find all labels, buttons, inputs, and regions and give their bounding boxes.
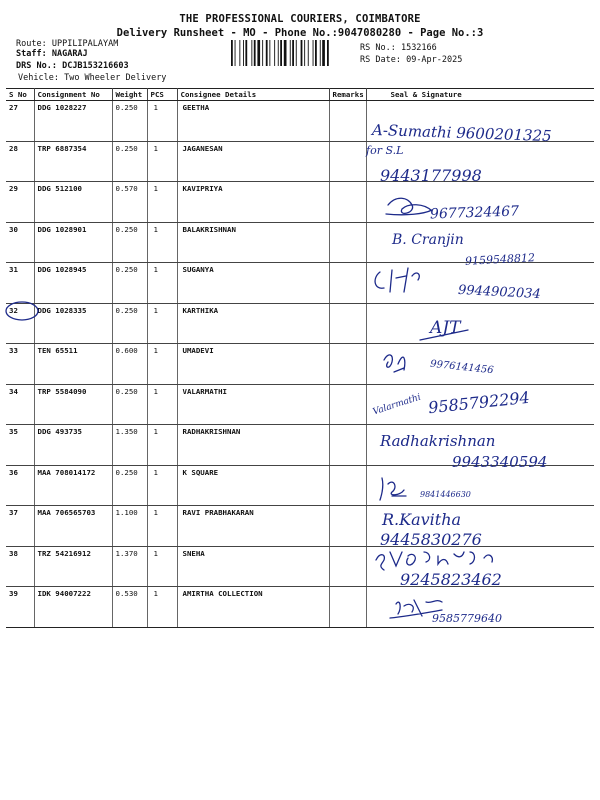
col-pcs: PCS: [147, 89, 177, 101]
row-consignee: KARTHIKA: [177, 303, 329, 344]
col-consignee: Consignee Details: [177, 89, 329, 101]
rs-no-label: RS No.:: [360, 43, 396, 53]
signature-28-note: for S.L: [366, 144, 404, 157]
col-signature: Seal & Signature: [366, 89, 594, 101]
row-consignee: UMADEVI: [177, 344, 329, 385]
barcode-bar: [304, 40, 305, 66]
row-sno: 39: [6, 587, 34, 628]
staff-label: Staff:: [16, 49, 47, 59]
signature-35: Radhakrishnan: [380, 432, 496, 450]
row-pcs: 1: [147, 344, 177, 385]
table-row: [6, 587, 594, 628]
row-consignment-no: DDG 1028227: [34, 101, 112, 142]
row-consignment-no: DDG 1028945: [34, 263, 112, 304]
row-remarks: [329, 384, 366, 425]
table-row: [6, 546, 594, 587]
row-remarks: [329, 101, 366, 142]
row-sno: 29: [6, 182, 34, 223]
barcode-bar: [301, 40, 303, 66]
signature-37: R.Kavitha: [382, 510, 462, 529]
signature-28-phone: 9443177998: [380, 166, 482, 185]
barcode-bar: [274, 40, 275, 66]
row-remarks: [329, 141, 366, 182]
row-consignment-no: TRZ 54216912: [34, 546, 112, 587]
barcode-bar: [308, 40, 309, 66]
barcode-bar: [245, 40, 247, 66]
row-consignee: GEETHA: [177, 101, 329, 142]
row-weight: 1.100: [112, 506, 147, 547]
signature-35-phone: 9943340594: [452, 453, 548, 471]
table-row: [6, 465, 594, 506]
row-weight: 0.250: [112, 222, 147, 263]
row-sno: 36: [6, 465, 34, 506]
vehicle-value: Two Wheeler Delivery: [64, 73, 167, 83]
barcode-bar: [313, 40, 314, 66]
row-remarks: [329, 344, 366, 385]
row-consignment-no: IDK 94007222: [34, 587, 112, 628]
row-consignment-no: TEN 65511: [34, 344, 112, 385]
row-consignment-no: MAA 706565703: [34, 506, 112, 547]
row-weight: 0.250: [112, 384, 147, 425]
row-weight: 0.250: [112, 303, 147, 344]
row-consignment-no: DDG 512100: [34, 182, 112, 223]
row-weight: 0.250: [112, 263, 147, 304]
row-signature: [366, 303, 594, 344]
row-weight: 1.350: [112, 425, 147, 466]
col-sno: S No: [6, 89, 34, 101]
row-weight: 0.600: [112, 344, 147, 385]
signature-37-phone: 9445830276: [380, 530, 482, 549]
signature-29-phone: 9677324467: [429, 203, 520, 223]
table-row: [6, 303, 594, 344]
row-consignee: BALAKRISHNAN: [177, 222, 329, 263]
signature-38-phone: 9245823462: [400, 570, 502, 589]
row-weight: 0.250: [112, 141, 147, 182]
row-consignee: KAVIPRIYA: [177, 182, 329, 223]
row-remarks: [329, 182, 366, 223]
staff-line: [16, 49, 88, 59]
col-consignment: Consignment No: [34, 89, 112, 101]
row-sno: 30: [6, 222, 34, 263]
row-pcs: 1: [147, 465, 177, 506]
rs-date-label: RS Date:: [360, 55, 401, 65]
row-consignee: AMIRTHA COLLECTION: [177, 587, 329, 628]
rs-no-line: [360, 43, 437, 53]
barcode-bar: [231, 40, 233, 66]
row-sno: 38: [6, 546, 34, 587]
row-remarks: [329, 263, 366, 304]
row-consignment-no: TRP 6887354: [34, 141, 112, 182]
row-remarks: [329, 222, 366, 263]
row-pcs: 1: [147, 222, 177, 263]
delivery-table: [6, 88, 594, 634]
barcode-bar: [292, 40, 294, 66]
row-pcs: 1: [147, 384, 177, 425]
col-weight: Weight: [112, 89, 147, 101]
row-consignee: JAGANESAN: [177, 141, 329, 182]
row-consignment-no: TRP 5584090: [34, 384, 112, 425]
signature-36-phone: 9841446630: [420, 490, 471, 499]
row-sno: 37: [6, 506, 34, 547]
barcode-bar: [290, 40, 291, 66]
drs-value: DCJB153216603: [62, 61, 129, 71]
barcode-bar: [239, 40, 240, 66]
barcode-bar: [296, 40, 297, 66]
row-consignment-no: DDG 1028901: [34, 222, 112, 263]
vehicle-label: Vehicle:: [18, 73, 59, 83]
barcode-bar: [327, 40, 329, 66]
row-remarks: [329, 425, 366, 466]
barcode-bar: [254, 40, 256, 66]
route-label: Route:: [16, 39, 47, 49]
rs-date-value: 09-Apr-2025: [406, 55, 463, 65]
row-weight: 0.250: [112, 465, 147, 506]
row-sno: 28: [6, 141, 34, 182]
row-pcs: 1: [147, 506, 177, 547]
barcode-bar: [257, 40, 260, 66]
barcode-bar: [315, 40, 317, 66]
row-weight: 1.370: [112, 546, 147, 587]
barcode-bar: [280, 40, 282, 66]
col-remarks: Remarks: [329, 89, 366, 101]
signature-32: AJT: [430, 318, 461, 338]
table-row: [6, 506, 594, 547]
row-pcs: 1: [147, 546, 177, 587]
row-pcs: 1: [147, 303, 177, 344]
row-consignee: SNEHA: [177, 546, 329, 587]
table-row: [6, 141, 594, 182]
barcode-bar: [235, 40, 236, 66]
drs-label: DRS No.:: [16, 61, 57, 71]
row-pcs: 1: [147, 263, 177, 304]
table-header-row: [6, 89, 594, 101]
row-remarks: [329, 506, 366, 547]
barcode-bar: [269, 40, 270, 66]
row-remarks: [329, 587, 366, 628]
row-sno: 33: [6, 344, 34, 385]
row-consignee: SUGANYA: [177, 263, 329, 304]
drs-line: [16, 61, 129, 71]
barcode-bar: [284, 40, 287, 66]
row-remarks: [329, 546, 366, 587]
vehicle-line: [18, 73, 166, 83]
barcode-image: [230, 40, 355, 66]
row-weight: 0.570: [112, 182, 147, 223]
row-sno: 31: [6, 263, 34, 304]
barcode-bar: [278, 40, 279, 66]
row-pcs: 1: [147, 587, 177, 628]
rs-date-line: [360, 55, 462, 65]
signature-39-phone: 9585779640: [432, 612, 502, 625]
route-value: UPPILIPALAYAM: [51, 39, 119, 49]
row-sno: 34: [6, 384, 34, 425]
signature-31-phone: 9944902034: [457, 282, 542, 303]
row-consignee: VALARMATHI: [177, 384, 329, 425]
row-pcs: 1: [147, 101, 177, 142]
row-signature: [366, 465, 594, 506]
barcode-bar: [266, 40, 268, 66]
row-consignment-no: DDG 493735: [34, 425, 112, 466]
row-consignee: K SQUARE: [177, 465, 329, 506]
signature-30: B. Cranjin: [392, 232, 464, 248]
barcode-bar: [320, 40, 321, 66]
row-consignment-no: DDG 1028335: [34, 303, 112, 344]
company-title: THE PROFESSIONAL COURIERS, COIMBATORE: [179, 13, 421, 25]
row-consignee: RADHAKRISHNAN: [177, 425, 329, 466]
signature-34-phone: 9585792294: [427, 387, 531, 418]
staff-value: NAGARAJ: [51, 49, 88, 59]
row-sno: 32: [6, 303, 34, 344]
signature-33-phone: 9976141456: [429, 358, 495, 377]
route-line: [16, 39, 118, 49]
barcode-bar: [322, 40, 325, 66]
table-row: [6, 344, 594, 385]
row-sno: 27: [6, 101, 34, 142]
row-pcs: 1: [147, 141, 177, 182]
row-remarks: [329, 465, 366, 506]
row-sno: 35: [6, 425, 34, 466]
row-pcs: 1: [147, 182, 177, 223]
barcode-bar: [243, 40, 244, 66]
signature-30-phone: 9159548812: [464, 251, 536, 268]
row-consignment-no: MAA 708014172: [34, 465, 112, 506]
row-weight: 0.250: [112, 101, 147, 142]
signature-34: Valarmathi: [371, 392, 423, 418]
row-remarks: [329, 303, 366, 344]
runsheet-subtitle: Delivery Runsheet - MO - Phone No.:9047080280 - Page No.:3: [116, 27, 484, 39]
row-pcs: 1: [147, 425, 177, 466]
rs-no-value: 1532166: [400, 43, 437, 53]
row-weight: 0.530: [112, 587, 147, 628]
row-consignee: RAVI PRABHAKARAN: [177, 506, 329, 547]
barcode-bar: [251, 40, 252, 66]
barcode-bar: [262, 40, 263, 66]
signature-28: A-Sumathi 9600201325: [371, 120, 552, 146]
